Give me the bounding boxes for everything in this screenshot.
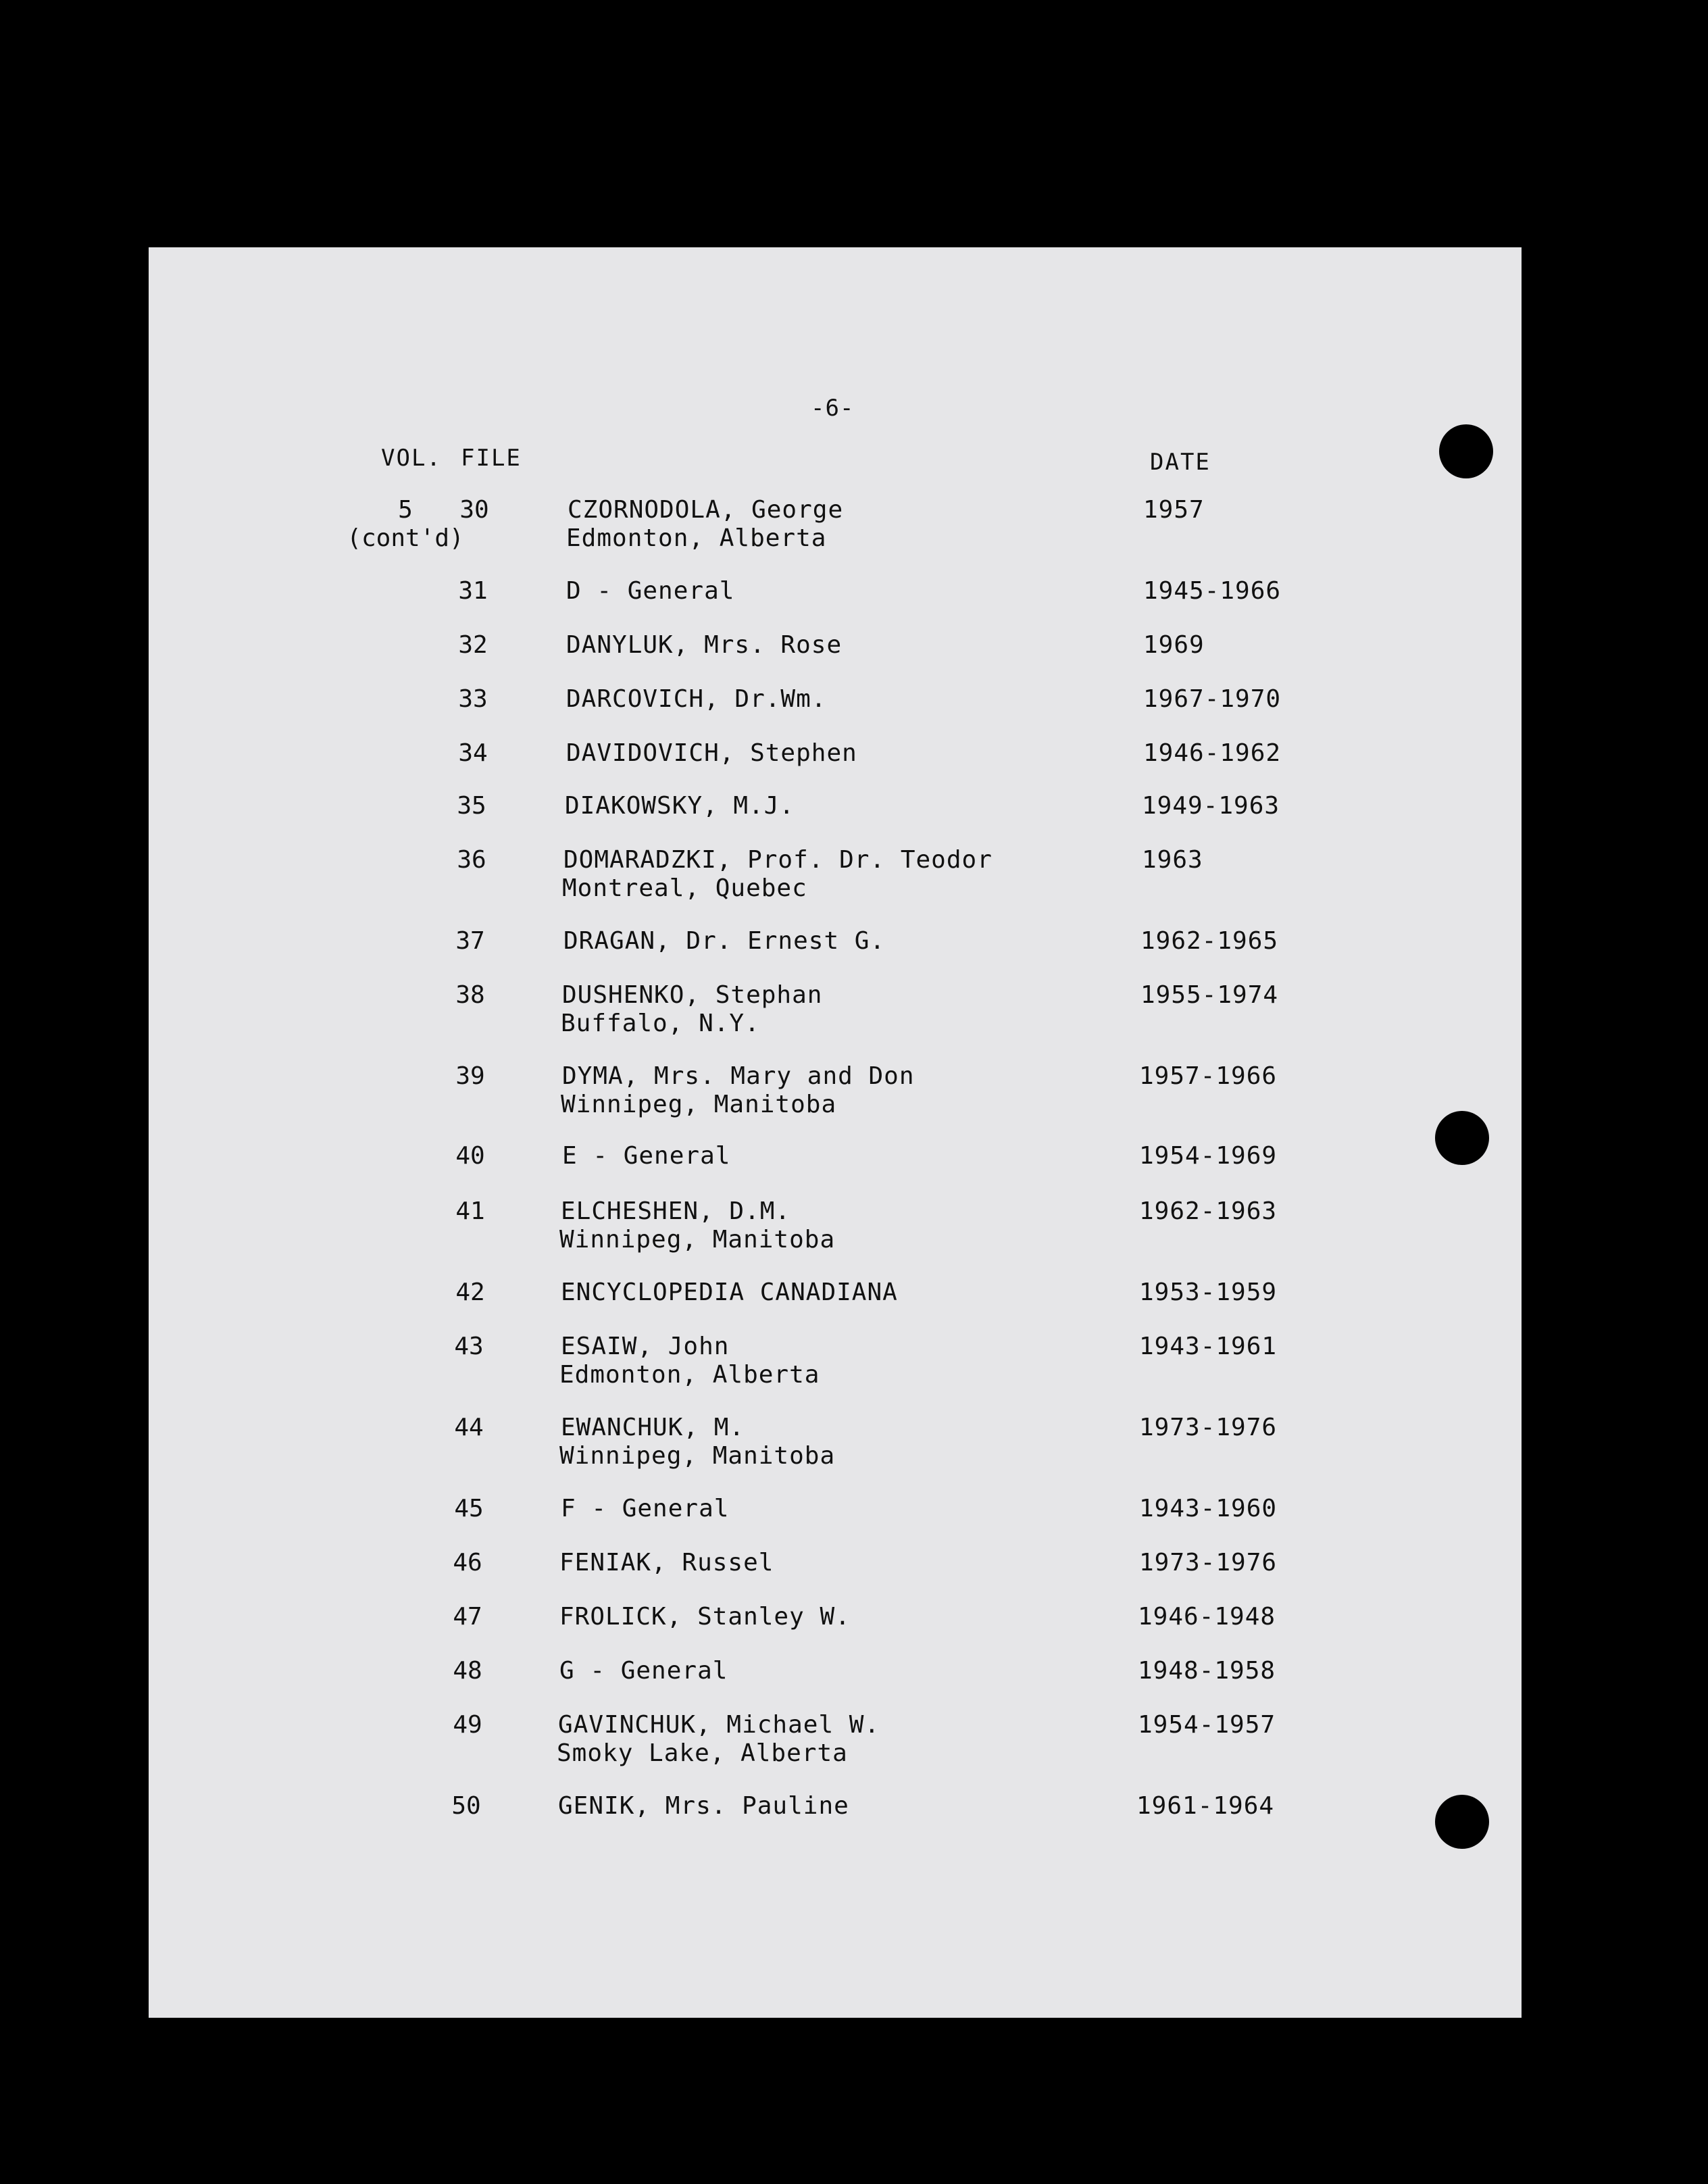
entry-name: DUSHENKO, Stephan xyxy=(562,981,823,1009)
file-entry-row xyxy=(149,1495,1522,1523)
entry-date: 1946-1962 xyxy=(1143,739,1282,767)
entry-date: 1961-1964 xyxy=(1136,1792,1275,1820)
entry-name: E - General xyxy=(562,1142,731,1170)
entry-name: D - General xyxy=(566,577,735,605)
entry-name: DYMA, Mrs. Mary and Don xyxy=(562,1062,915,1090)
entry-name: ESAIW, John xyxy=(561,1333,730,1360)
file-entry-row xyxy=(149,496,1522,553)
entry-date: 1969 xyxy=(1143,631,1205,659)
entry-date: 1945-1966 xyxy=(1143,577,1282,605)
entry-name: DIAKOWSKY, M.J. xyxy=(565,792,795,820)
entry-place: Winnipeg, Manitoba xyxy=(561,1091,837,1118)
entry-date: 1954-1969 xyxy=(1139,1142,1278,1170)
file-number: 44 xyxy=(454,1414,484,1441)
file-number: 47 xyxy=(453,1603,482,1631)
file-number: 34 xyxy=(458,739,488,767)
entry-name: GENIK, Mrs. Pauline xyxy=(558,1792,849,1820)
file-entry-row xyxy=(149,981,1522,1038)
file-entry-row xyxy=(149,1603,1522,1631)
file-entry-row xyxy=(149,577,1522,605)
entry-date: 1967-1970 xyxy=(1143,685,1282,713)
file-entry-row xyxy=(149,1197,1522,1254)
header-vol: VOL. xyxy=(381,445,442,472)
entry-name: DOMARADZKI, Prof. Dr. Teodor xyxy=(563,846,993,874)
file-entry-row xyxy=(149,792,1522,820)
file-number: 30 xyxy=(459,496,489,524)
file-number: 35 xyxy=(457,792,486,820)
document-page xyxy=(149,247,1522,2018)
file-entry-row xyxy=(149,631,1522,660)
file-number: 50 xyxy=(451,1792,481,1820)
file-number: 43 xyxy=(454,1333,484,1360)
file-entry-row xyxy=(149,1414,1522,1470)
entry-name: CZORNODOLA, George xyxy=(568,496,844,524)
entry-date: 1957 xyxy=(1143,496,1205,524)
volume-number: 5 xyxy=(398,496,413,524)
file-number: 49 xyxy=(453,1711,482,1739)
file-entry-row xyxy=(149,846,1522,903)
entry-name: F - General xyxy=(561,1495,730,1522)
volume-continued-note: (cont'd) xyxy=(347,524,464,552)
entry-place: Edmonton, Alberta xyxy=(566,524,827,552)
file-entry-row xyxy=(149,685,1522,714)
entry-date: 1943-1961 xyxy=(1139,1333,1278,1360)
file-number: 37 xyxy=(455,927,485,955)
entry-name: EWANCHUK, M. xyxy=(561,1414,745,1441)
entry-date: 1973-1976 xyxy=(1139,1549,1278,1577)
file-number: 39 xyxy=(455,1062,485,1090)
entry-date: 1957-1966 xyxy=(1139,1062,1278,1090)
entry-name: FROLICK, Stanley W. xyxy=(559,1603,851,1631)
file-entry-row xyxy=(149,1142,1522,1170)
entry-name: ELCHESHEN, D.M. xyxy=(561,1197,791,1225)
entry-date: 1955-1974 xyxy=(1140,981,1279,1009)
file-entry-row xyxy=(149,1062,1522,1119)
punch-hole-top xyxy=(1439,424,1493,478)
entry-place: Winnipeg, Manitoba xyxy=(559,1226,836,1254)
entry-name: DANYLUK, Mrs. Rose xyxy=(566,631,843,659)
file-entry-row xyxy=(149,1792,1522,1820)
entry-name: ENCYCLOPEDIA CANADIANA xyxy=(561,1279,898,1306)
file-number: 33 xyxy=(458,685,488,713)
file-entry-row xyxy=(149,1657,1522,1685)
file-entry-row xyxy=(149,739,1522,768)
entry-name: DAVIDOVICH, Stephen xyxy=(566,739,857,767)
entry-name: DARCOVICH, Dr.Wm. xyxy=(566,685,827,713)
entry-date: 1973-1976 xyxy=(1139,1414,1278,1441)
file-number: 42 xyxy=(455,1279,485,1306)
entry-place: Montreal, Quebec xyxy=(562,874,807,902)
file-number: 31 xyxy=(458,577,488,605)
file-number: 45 xyxy=(454,1495,484,1522)
entry-date: 1946-1948 xyxy=(1138,1603,1276,1631)
file-entry-row xyxy=(149,1549,1522,1577)
entry-date: 1953-1959 xyxy=(1139,1279,1278,1306)
header-file: FILE xyxy=(461,445,522,472)
header-date: DATE xyxy=(1150,449,1211,476)
entry-date: 1962-1963 xyxy=(1139,1197,1278,1225)
entry-place: Edmonton, Alberta xyxy=(559,1361,820,1389)
file-number: 36 xyxy=(457,846,486,874)
entry-name: GAVINCHUK, Michael W. xyxy=(558,1711,880,1739)
file-entry-row xyxy=(149,1333,1522,1389)
file-entry-row xyxy=(149,1711,1522,1768)
entry-date: 1954-1957 xyxy=(1138,1711,1276,1739)
file-number: 40 xyxy=(455,1142,485,1170)
entry-place: Winnipeg, Manitoba xyxy=(559,1442,836,1470)
entry-date: 1943-1960 xyxy=(1139,1495,1278,1522)
entry-name: G - General xyxy=(559,1657,728,1685)
file-number: 32 xyxy=(458,631,488,659)
entry-date: 1949-1963 xyxy=(1142,792,1280,820)
entry-place: Smoky Lake, Alberta xyxy=(557,1739,848,1767)
file-number: 46 xyxy=(453,1549,482,1577)
file-entry-row xyxy=(149,1279,1522,1307)
entry-place: Buffalo, N.Y. xyxy=(561,1010,760,1037)
file-number: 48 xyxy=(453,1657,482,1685)
entry-name: FENIAK, Russel xyxy=(559,1549,774,1577)
entry-date: 1962-1965 xyxy=(1140,927,1279,955)
file-number: 41 xyxy=(455,1197,485,1225)
file-number: 38 xyxy=(455,981,485,1009)
entry-date: 1963 xyxy=(1142,846,1203,874)
page-number: -6- xyxy=(811,395,855,422)
file-entry-row xyxy=(149,927,1522,956)
entry-date: 1948-1958 xyxy=(1138,1657,1276,1685)
entry-name: DRAGAN, Dr. Ernest G. xyxy=(563,927,886,955)
